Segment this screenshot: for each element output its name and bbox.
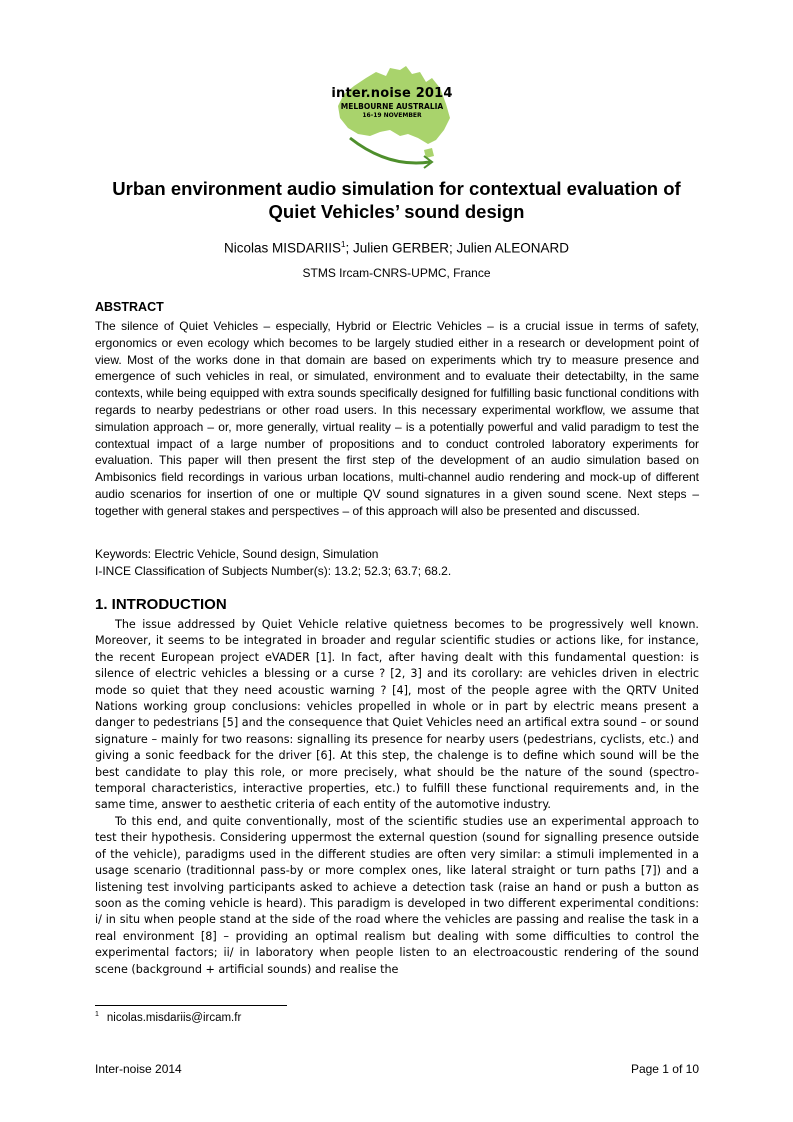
author-footnote-marker: 1: [340, 240, 346, 249]
abstract-text: The silence of Quiet Vehicles – especially, Hybrid or Electric Vehicles – is a crucial issue in terms of safety, ergonomics or even ecology which becomes to be largely studied either in a research or development point of view. Most of the works done in that domain are based on experiments which try to measure presence and emergence of such vehicles in real, or simulated, environment and to evaluate their detectabilty, in the same contexts, while being equipped with extra sounds specifically designed for fulfilling basic functional conditions with regards to nearby pedestrians or other road users. In this necessary experimental workflow, we assume that simulation approach – or, more generally, virtual reality – is a potentially powerful and valid paradigm to test the contextual impact of a large number of propositions and to conduct controled laboratory experiments for evaluation. This paper will then present the first step of the development of an audio simulation based on Ambisonics field recordings in various urban locations, multi-channel audio rendering and mock-up of different audio scenarios for insertion of one or multiple QV sound signatures in a given sound scene. Next steps – together with general stakes and perspectives – of this approach will also be presented and discussed.: [95, 319, 699, 518]
classification-line: I-INCE Classification of Subjects Number(s): 13.2; 52.3; 63.7; 68.2.: [95, 563, 452, 578]
section-heading-introduction: 1. INTRODUCTION: [95, 596, 227, 613]
logo-dates: 16-19 NOVEMBER: [362, 112, 422, 119]
paper-title-line-2: Quiet Vehicles’ sound design: [268, 201, 525, 222]
footer-page-number: Page 1 of 10: [630, 1062, 699, 1076]
footnote-email[interactable]: nicolas.misdariis@ircam.fr: [106, 1011, 242, 1024]
abstract-heading: ABSTRACT: [95, 300, 164, 314]
author-first: Nicolas MISDARIIS: [223, 240, 341, 256]
footer-conference: Inter-noise 2014: [95, 1062, 182, 1076]
logo-title: inter.noise 2014: [331, 86, 453, 101]
logo-location: MELBOURNE AUSTRALIA: [340, 102, 444, 111]
paper-title: [60, 177, 733, 223]
author-rest: ; Julien GERBER; Julien ALEONARD: [345, 240, 570, 256]
footnote: [95, 1011, 241, 1024]
introduction-body: [95, 617, 699, 978]
paragraph: To this end, and quite conventionally, most of the scientific studies use an experimental approach to test their hypothesis. Considering uppermost the external question (sound for signalling presence outside of the vehicle), paradigms used in the different studies are often very similar: a stimuli implemented in a usage scenario (traditionnal pass-by or more complex ones, like lateral straight or turn paths [7]) and a listening test involving participants asked to achieve a detection task (raise an hand or push a button as soon as the coming vehicle is heard). This paradigm is developed in two different experimental conditions: i/ in situ when people stand at the side of the road where the vehicles are passing and realise the task in a real environment [8] – providing an optimal realism but dealing with some difficulties to control the experimental factors; ii/ in laboratory when people listen to an electroacoustic rendering of the sound scene (background + artificial sounds) and realise the: [95, 814, 699, 976]
keywords-line: Keywords: Electric Vehicle, Sound design, Simulation: [95, 547, 379, 561]
affiliation: STMS Ircam-CNRS-UPMC, France: [302, 266, 491, 280]
footnote-divider: [95, 1005, 287, 1006]
footnote-marker: 1: [95, 1011, 99, 1018]
keywords-block: [95, 546, 699, 579]
paper-title-line-1: Urban environment audio simulation for contextual evaluation of: [112, 178, 681, 199]
paragraph: The issue addressed by Quiet Vehicle relative quietness becomes to be progressively well known. Moreover, it seems to be integrated in broader and regular scientific studies or actions like, for instance, the recent European project eVADER [1]. In fact, after having dealt with this fundamental question: is silence of electric vehicles a blessing or a curse ? [2, 3] and its corollary: are vehicles driven in electric mode so quiet that they need acoustic warning ? [4], most of the people agree with the QRTV United Nations working group conclusions: vehicles propelled in whole or in part by electric means present a danger to pedestrians [5] and the consequence that Quiet Vehicles need an artifical extra sound – or sound signature – mainly for two reasons: signalling its presence for nearby users (pedestrians, cyclists, etc.) and giving a sonic feedback for the driver [6]. At this step, the chalenge is to define which sound will be the best candidate to play this role, or more precisely, what should be the nature of the sound (spectro-temporal characteristics, interactive properties, etc.) to fulfill these functional requirements and, in the same time, answer to aesthetic criteria of each entity of the automotive industry.: [95, 618, 699, 812]
conference-logo: [328, 64, 456, 172]
author-list: [60, 240, 733, 256]
